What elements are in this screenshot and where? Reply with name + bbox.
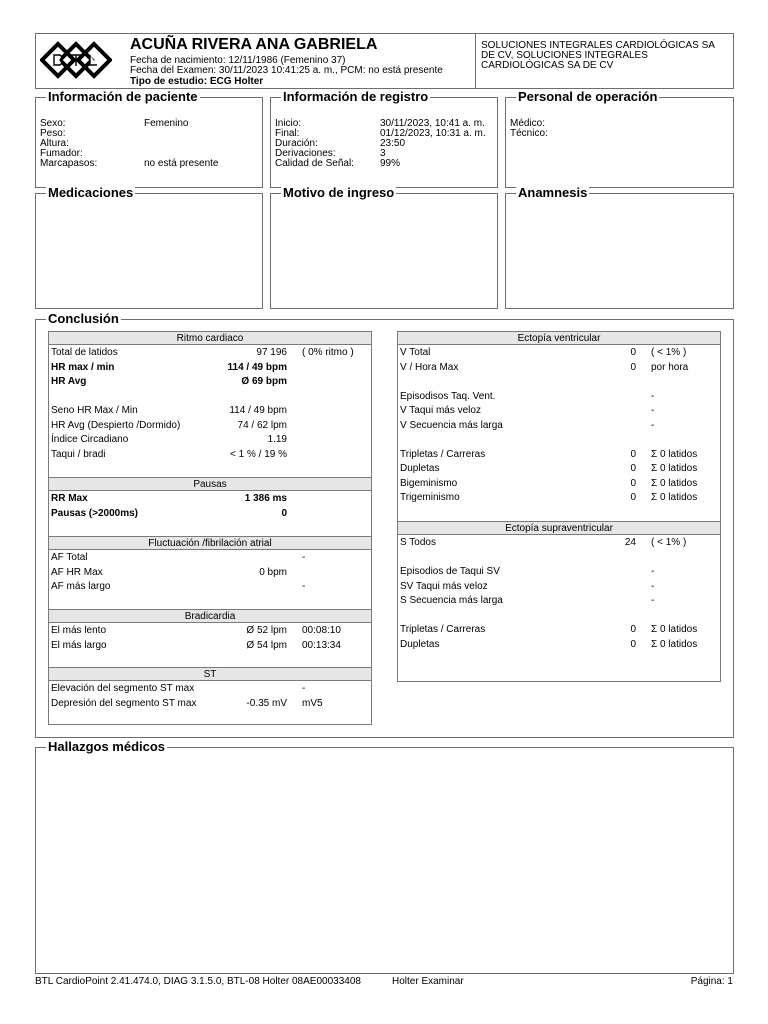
table-row [49,682,371,696]
row-label: AF HR Max [51,566,103,578]
row-value: 0 bpm [259,566,287,578]
field-value: 99% [380,158,401,169]
table-row [398,375,720,389]
row-label: HR max / min [51,361,115,373]
table-row [49,566,371,580]
row-label: Seno HR Max / Min [51,405,138,416]
field-value: 01/12/2023, 10:31 a. m. [380,128,486,139]
field-label: Inicio: [275,118,302,129]
row-label: V Secuencia más larga [400,419,503,431]
table-row [398,609,720,623]
row-extra: ( < 1% ) [651,347,687,358]
row-label: Pausas (>2000ms) [51,507,139,519]
ectopy-summary-table [397,331,721,682]
table-section-header: Fluctuación /fibrilación atrial [49,536,371,550]
table-row [398,638,720,652]
table-row [398,448,720,462]
row-value: -0.35 mV [246,697,287,709]
table-row [398,623,720,637]
row-label: S Secuencia más larga [400,595,503,606]
row-label: Total de latidos [51,347,118,358]
field-value: 23:50 [380,138,406,149]
field-label: Derivaciones: [275,148,336,159]
row-label: HR Avg [51,376,87,387]
table-row [398,594,720,608]
row-extra: - [302,552,306,563]
table-section-header: Ectopía ventricular [398,331,720,345]
table-row [398,491,720,505]
row-extra: mV5 [302,697,323,709]
row-value: 1.19 [267,434,287,445]
field-label: Duración: [275,138,318,149]
table-row [49,697,371,711]
row-extra: 00:08:10 [302,625,341,636]
row-value: 0 [630,347,636,358]
row-value: Ø 52 lpm [246,625,287,636]
table-row [398,404,720,418]
table-row [398,433,720,447]
medications-title: Medicaciones [48,185,134,200]
patient-name: ACUÑA RIVERA ANA GABRIELA [130,36,378,53]
table-row [398,580,720,594]
footer-page: Página: 1 [690,976,733,987]
field-label: Fumador: [40,148,83,159]
findings-panel [35,739,734,974]
row-label: Taqui / bradi [51,448,106,460]
record-info-title: Información de registro [283,89,429,104]
field-value: no está presente [144,158,219,169]
row-extra: Σ 0 latidos [651,624,698,635]
table-row [398,346,720,360]
row-value: 114 / 49 bpm [229,405,287,416]
row-extra: - [302,581,306,592]
field-value: 30/11/2023, 10:41 a. m. [380,118,485,129]
row-value: 74 / 62 lpm [237,419,287,431]
row-extra: Σ 0 latidos [651,448,698,460]
findings-title: Hallazgos médicos [48,739,166,754]
field-label: Final: [275,128,300,139]
table-row [49,492,371,506]
operators-title: Personal de operación [518,89,658,104]
row-label: Tripletas / Carreras [400,448,486,460]
admission-panel [270,185,498,309]
row-value: 0 [281,507,287,519]
table-section-header: ST [49,667,371,681]
anamnesis-panel [505,185,734,309]
row-value: 24 [624,537,636,548]
row-value: 0 [630,638,636,650]
table-row [398,551,720,565]
table-row [398,536,720,550]
row-label: AF Total [51,552,88,563]
row-value: 0 [630,624,636,635]
row-label: Bigeminismo [400,477,458,489]
field-value: Femenino [144,118,189,129]
row-label: Dupletas [400,463,440,474]
row-label: Índice Circadiano [51,434,129,445]
row-value: Ø 54 lpm [246,639,287,651]
field-label: Sexo: [40,118,66,129]
rhythm-summary-table [48,331,372,725]
table-section-header: Pausas [49,477,371,491]
row-extra: - [651,419,655,431]
table-row [398,419,720,433]
study-type-line: Tipo de estudio: ECG Holter [130,76,264,87]
anamnesis-title: Anamnesis [518,185,588,200]
row-extra: ( 0% ritmo ) [302,347,354,358]
table-row [49,507,371,521]
table-row [49,404,371,418]
row-value: 0 [630,477,636,489]
field-label: Altura: [40,138,69,149]
operators-panel [505,89,734,188]
row-extra: por hora [651,361,689,373]
table-row [398,390,720,404]
row-value: 1 386 ms [244,493,287,504]
table-row [49,551,371,565]
footer-module: Holter Examinar [392,976,464,987]
row-extra: ( < 1% ) [651,537,687,548]
field-label: Técnico: [510,128,548,139]
row-extra: Σ 0 latidos [651,463,698,474]
row-value: 0 [630,448,636,460]
row-value: < 1 % / 19 % [230,448,287,460]
table-row [49,346,371,360]
admission-title: Motivo de ingreso [283,185,395,200]
row-extra: Σ 0 latidos [651,492,698,503]
field-label: Calidad de Señal: [275,158,354,169]
birth-date-line: Fecha de nacimiento: 12/11/1986 (Femenino 37) [130,55,346,66]
row-label: AF más largo [51,581,111,592]
exam-date-line: Fecha del Examen: 30/11/2023 10:41:25 a. m., PCM: no está presente [130,65,443,76]
table-row [49,448,371,462]
row-label: V / Hora Max [400,361,459,373]
row-value: Ø 69 bpm [241,376,287,387]
company-name: SOLUCIONES INTEGRALES CARDIOLÓGICAS SA DE CV, SOLUCIONES INTEGRALES CARDIOLÓGICAS SA DE CV [481,40,715,71]
table-row [398,462,720,476]
row-label: S Todos [400,537,436,548]
table-row [49,639,371,653]
row-label: Elevación del segmento ST max [51,683,195,694]
row-label: RR Max [51,493,88,504]
row-label: Episodios de Taqui SV [400,566,500,577]
row-label: El más lento [51,625,107,636]
table-section-header: Ritmo cardiaco [49,331,371,345]
conclusion-title: Conclusión [48,311,119,326]
table-section-header: Ectopía supraventricular [398,521,720,535]
row-value: 0 [630,463,636,474]
field-label: Médico: [510,118,546,129]
row-extra: - [302,683,306,694]
table-row [398,361,720,375]
row-extra: - [651,566,655,577]
row-value: 97 196 [256,347,287,358]
table-row [49,375,371,389]
row-value: 0 [630,361,636,373]
table-row [49,390,371,404]
row-extra: - [651,390,655,402]
table-row [398,565,720,579]
company-box [475,33,734,89]
row-label: Depresión del segmento ST max [51,697,197,709]
row-extra: Σ 0 latidos [651,477,698,489]
row-label: El más largo [51,639,107,651]
field-label: Marcapasos: [40,158,98,169]
row-label: Tripletas / Carreras [400,624,486,635]
table-section-header: Bradicardia [49,609,371,623]
row-extra: Σ 0 latidos [651,638,698,650]
table-row [49,419,371,433]
field-value: 3 [380,148,386,159]
field-label: Peso: [40,128,66,139]
row-label: Dupletas [400,638,440,650]
row-extra: - [651,580,655,592]
row-extra: - [651,595,655,606]
row-label: Episodisos Taq. Vent. [400,390,496,402]
medications-panel [35,185,263,309]
footer-software: BTL CardioPoint 2.41.474.0, DIAG 3.1.5.0, BTL-08 Holter 08AE00033408 [35,976,361,987]
patient-info-panel [35,89,263,188]
table-row [49,433,371,447]
record-info-panel [270,89,498,188]
btl-logo-icon [40,40,112,84]
row-label: SV Taqui más veloz [400,580,488,592]
patient-info-title: Información de paciente [48,89,198,104]
row-label: HR Avg (Despierto /Dormido) [51,419,181,431]
row-label: V Total [400,347,431,358]
table-row [49,361,371,375]
row-label: Trigeminismo [400,492,460,503]
row-label: V Taqui más veloz [400,405,481,416]
table-row [398,477,720,491]
table-row [49,580,371,594]
patient-header [35,33,476,89]
row-extra: 00:13:34 [302,639,341,651]
row-value: 0 [630,492,636,503]
table-row [49,624,371,638]
row-value: 114 / 49 bpm [227,361,287,373]
row-extra: - [651,405,655,416]
